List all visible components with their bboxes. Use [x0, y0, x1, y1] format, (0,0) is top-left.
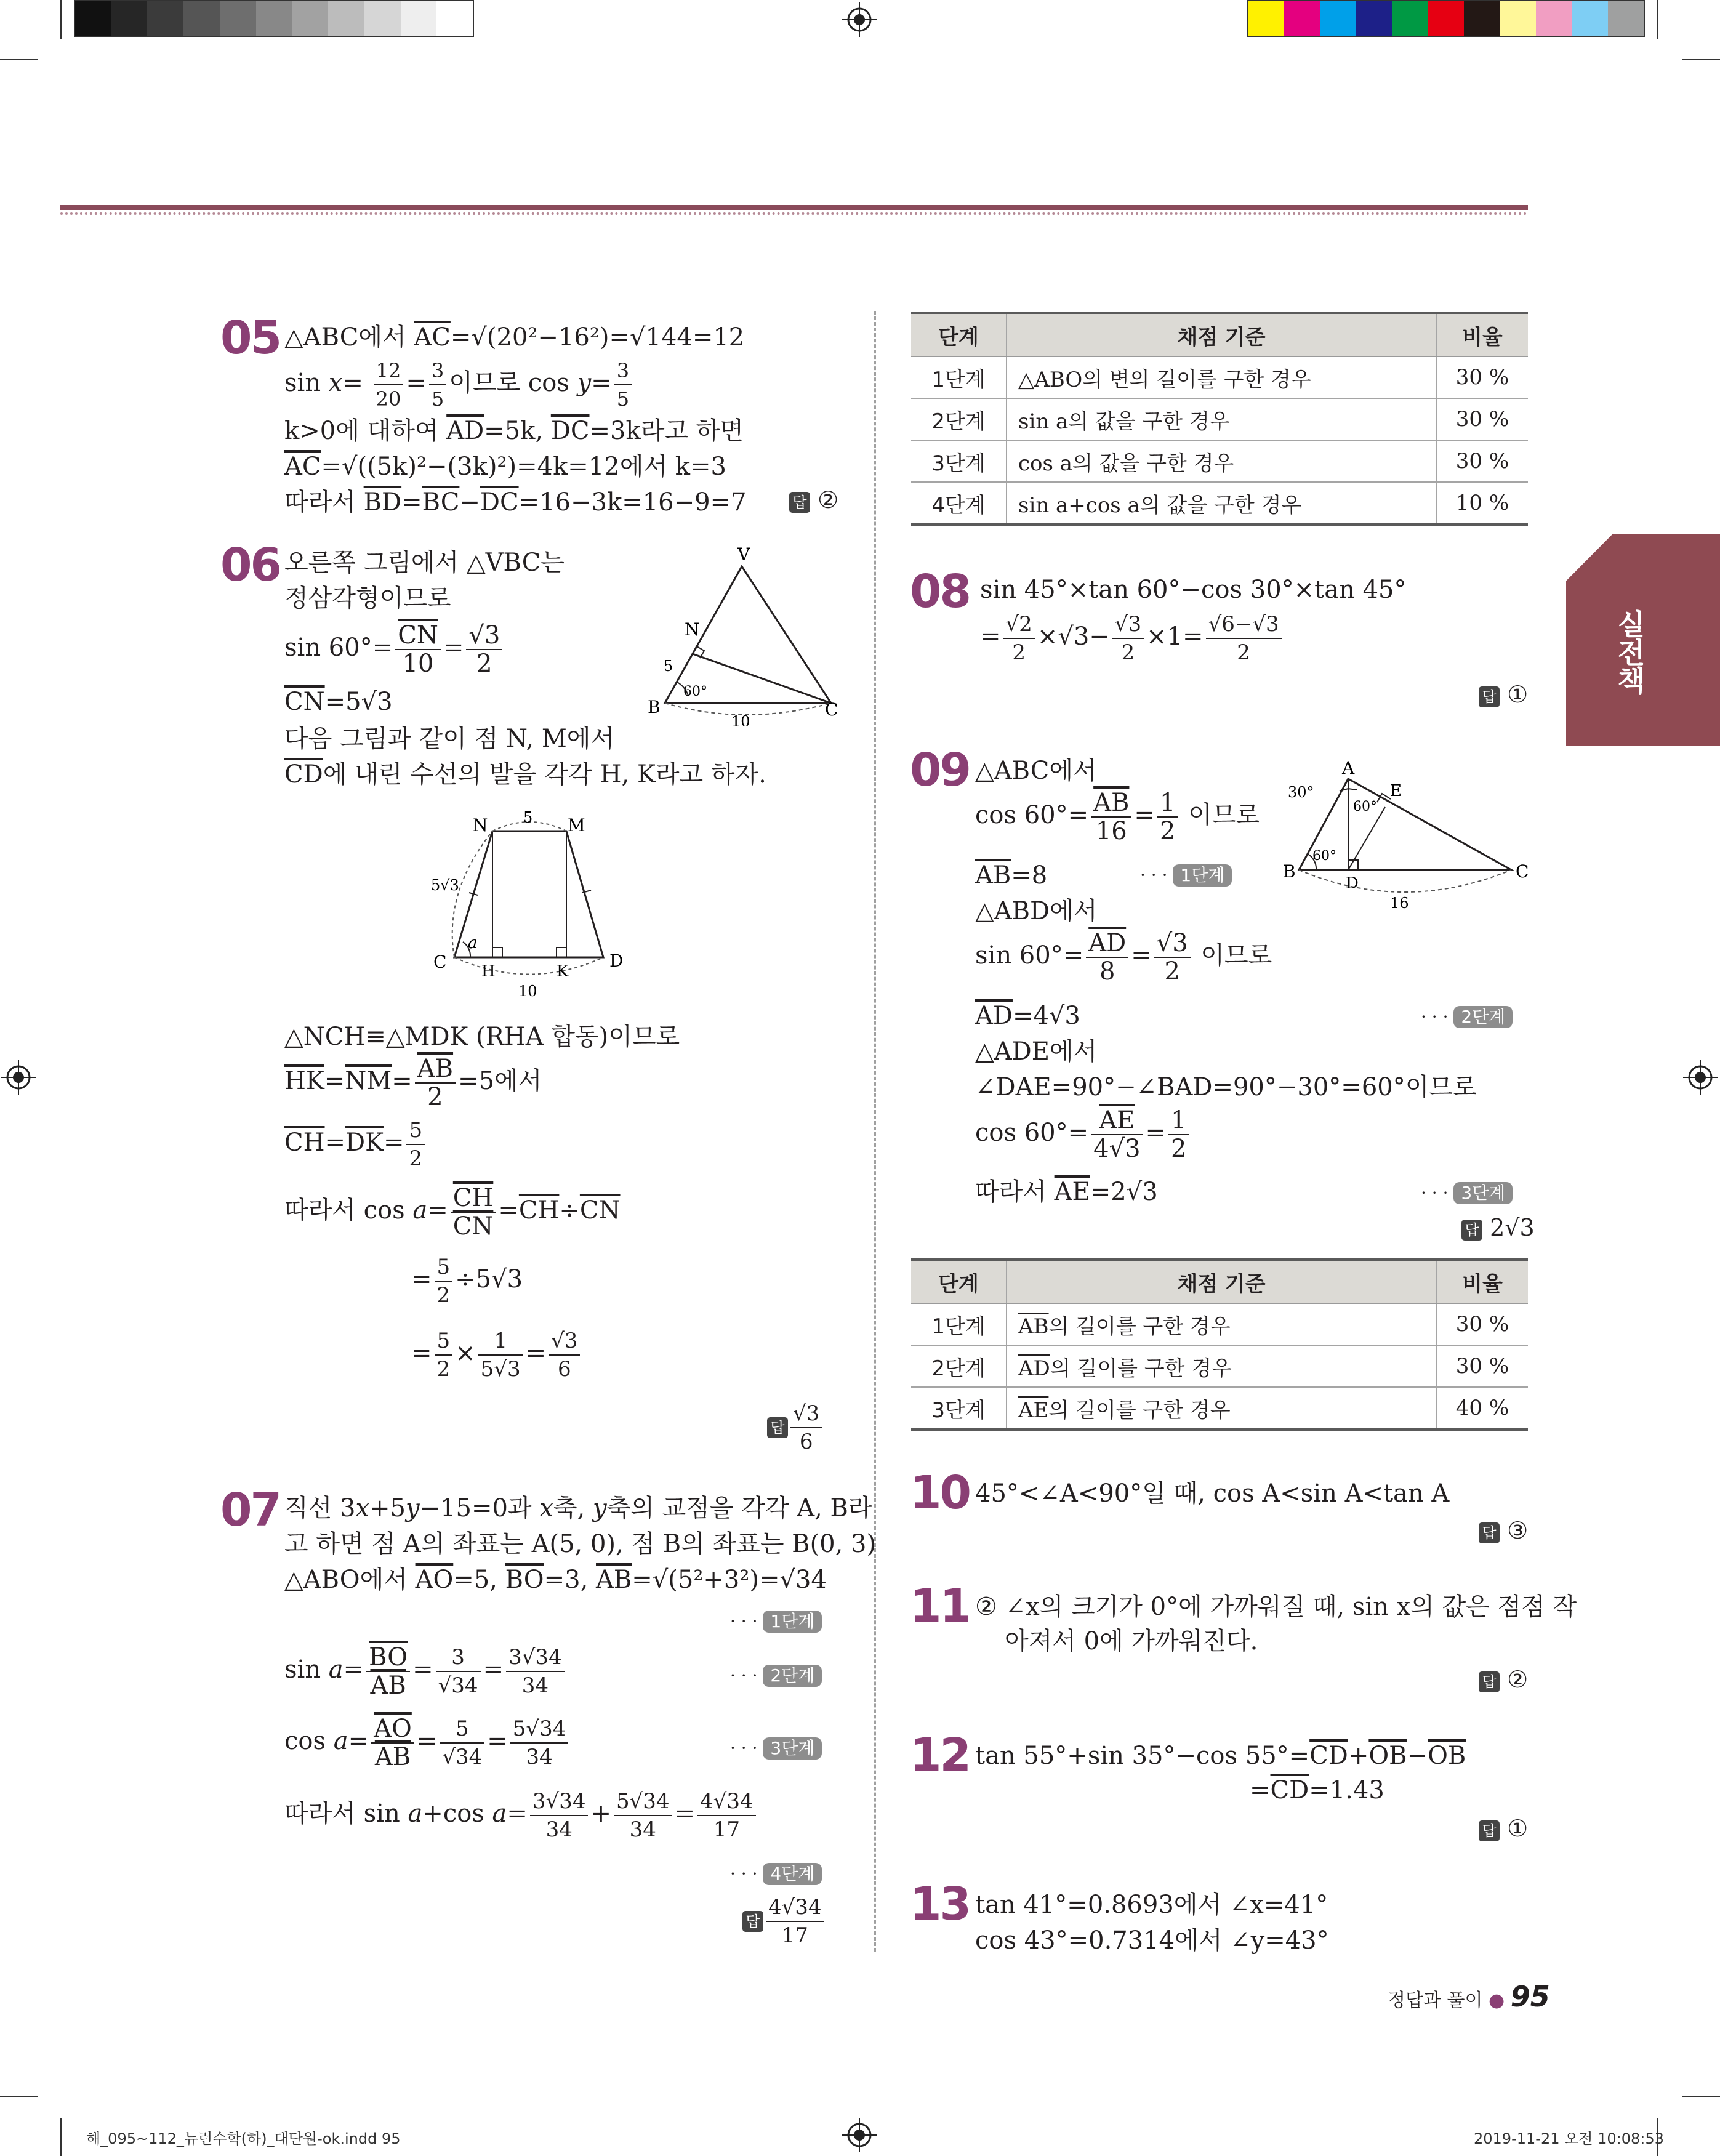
- problem-number-08: 08: [910, 565, 970, 618]
- answer-11: 답 ②: [1479, 1666, 1528, 1693]
- fig3-label-16: 16: [1390, 895, 1409, 912]
- fig2-label-side: 5√3: [431, 877, 459, 894]
- header-rule-dotted: [60, 212, 1528, 215]
- chapter-tab-label: 실전책: [1613, 609, 1646, 694]
- fig1-label-angle: 60°: [683, 684, 707, 699]
- fig1-label-five: 5: [664, 658, 673, 675]
- problem-07-solution: 직선 3x+5y−15=0과 x축, y축의 교점을 각각 A, B라 고 하면 점 A의 좌표는 A(5, 0), 점 B의 좌표는 B(0, 3) △ABO에서 $\overline{AO}=5$, $\overline{BO}=3$, $\overline{AB}=√(5^2+3^2)=√34$ sin a= $\frac{\overline{BO}}{AB}$ = $\frac{3}{√34}$ = $\frac{3√34}{34}$ cos a= $\frac{\overline{AO}}{AB}$ = $\frac{5}{√34}$ = $\frac{5√34}{34}$ 따라서 sin a+cos a= $\frac{3√34}{34}$ + $\frac{5√34}{34}$ = $\frac{4√34}{17}$: [284, 1494, 877, 1842]
- answer-06: 답 $\frac{√3}{6}$: [767, 1400, 824, 1455]
- fig1-label-N: N: [685, 619, 700, 640]
- table-row: 2단계 $\overline{AD}$의 길이를 구한 경우 30 %: [911, 1345, 1528, 1387]
- answer-12: 답 ①: [1479, 1815, 1528, 1842]
- registration-mark-right: [1683, 1060, 1718, 1095]
- fig2-label-five: 5: [523, 809, 533, 826]
- fig1-label-C: C: [825, 699, 838, 720]
- header-rule: [60, 205, 1528, 210]
- fig3-label-60b: 60°: [1312, 848, 1336, 864]
- crop-mark: [1682, 59, 1720, 60]
- fig3-label-60a: 60°: [1353, 799, 1377, 815]
- fig2-label-K: K: [557, 962, 569, 981]
- table-row: 1단계 △ABO의 변의 길이를 구한 경우 30 %: [911, 356, 1528, 398]
- answer-08: 답 ①: [1479, 681, 1528, 708]
- problem-number-06: 06: [220, 539, 280, 592]
- crop-mark: [60, 2118, 62, 2156]
- figure-triangle-abc: [1280, 754, 1533, 920]
- stage-07-2: · · · 2단계: [730, 1665, 822, 1687]
- answer-09: 답 2√3: [1461, 1214, 1535, 1241]
- fig3-label-C: C: [1516, 861, 1529, 882]
- fig2-label-C: C: [433, 952, 447, 972]
- problem-number-05: 05: [220, 312, 280, 364]
- answer-05: 답 ②: [789, 486, 838, 513]
- table-row: 1단계 $\overline{AB}$의 길이를 구한 경우 30 %: [911, 1303, 1528, 1345]
- problem-number-13: 13: [910, 1878, 970, 1931]
- column-divider: [874, 311, 876, 1952]
- problem-10-solution: 45°<∠A<90°일 때, cos A<sin A<tan A: [975, 1479, 1450, 1508]
- fig2-label-a: a: [468, 934, 478, 952]
- table-row: 4단계 sin a+cos a의 값을 구한 경우 10 %: [911, 482, 1528, 525]
- stage-07-3: · · · 3단계: [730, 1737, 822, 1760]
- stage-07-1: · · · 1단계: [730, 1611, 822, 1633]
- crop-mark: [60, 0, 62, 39]
- registration-mark-left: [1, 1060, 36, 1095]
- fig3-label-D: D: [1346, 874, 1359, 893]
- fig2-label-N: N: [473, 815, 488, 835]
- problem-05-solution: △ABC에서 $\overline{AC}=√(20^2-16^2)=√144=12$ sin x= $\frac{12}{20}$ = $\frac{3}{5}$ 이므로 cos y= $\frac{3}{5}$ k>0에 대하여 $\overline{AD}=5k$, $\overline{DC}=3k$라고 하면 $\overline{AC}=√((5k)^2-(3k)^2)=4k=12$에서 k=3 따라서 $\overline{BD}=\overline{BC}-\overline{DC}=16-3k=16-9=7$: [284, 323, 747, 517]
- gray-swatch-bar: [74, 0, 474, 37]
- problem-09-solution: △ABC에서 cos 60°= $\frac{\overline{AB}}{16}$ = $\frac{1}{2}$ 이므로 $\overline{AB}=8$ △ABD에서 sin 60°= $\frac{\overline{AD}}{8}$ = $\frac{√3}{2}$ 이므로 $\overline{AD}=4√3$ △ADE에서 ∠DAE=90°−∠BAD=90°−30°=60°이므로 cos 60°= $\frac{\overline{AE}}{4√3}$ = $\frac{1}{2}$ 따라서 $\overline{AE}=2√3$: [975, 757, 1477, 1206]
- grading-table-09: 단계 채점 기준 비율 1단계 $\overline{AB}$의 길이를 구한 경우 30 % 2단계 $\overline{AD}$의 길이를 구한 경우 30 % 3단계 $\overline{AE}$의 길이를 구한 경우 40 %: [911, 1258, 1528, 1431]
- stage-07-4: · · · 4단계: [730, 1863, 822, 1885]
- fig1-label-V: V: [737, 544, 750, 565]
- crop-mark: [1682, 2096, 1720, 2097]
- problem-number-12: 12: [910, 1729, 970, 1782]
- figure-trapezoid: [425, 800, 653, 1004]
- problem-13-solution: tan 41°=0.8693에서 ∠x=41° cos 43°=0.7314에서 ∠y=43°: [975, 1891, 1329, 1955]
- stage-09-3: · · · 3단계: [1421, 1182, 1513, 1204]
- stage-09-2: · · · 2단계: [1421, 1006, 1513, 1028]
- color-swatch-bar: [1247, 0, 1645, 37]
- stage-09-1: · · · 1단계: [1140, 864, 1232, 887]
- crop-mark: [1657, 0, 1658, 39]
- problem-number-11: 11: [910, 1580, 970, 1633]
- registration-mark-top: [842, 2, 877, 37]
- footer-file-info: 해_095~112_뉴런수학(하)_대단원-ok.indd 95: [86, 2130, 401, 2147]
- registration-mark-bottom: [842, 2118, 877, 2152]
- answer-07: 답 $\frac{4√34}{17}$: [742, 1894, 827, 1949]
- fig2-label-ten: 10: [518, 983, 537, 1000]
- fig3-label-30: 30°: [1288, 784, 1314, 801]
- problem-12-solution: tan 55°+sin 35°−cos $55^\circ=\overline{CD}+\overline{OB}-\overline{OB}$ $=\overline{CD}=1.43$: [975, 1742, 1466, 1804]
- footer-page-label: 정답과 풀이 ● 95: [1388, 1980, 1550, 2013]
- fig3-label-E: E: [1390, 782, 1402, 800]
- answer-10: 답 ③: [1479, 1517, 1528, 1544]
- page-number: 95: [1510, 1980, 1550, 2013]
- problem-06-solution: 오른쪽 그림에서 △VBC는 정삼각형이므로 sin 60°= $\frac{\overline{CN}}{10}$ = $\frac{√3}{2}$ $\overline{CN}=5√3$ 다음 그림과 같이 점 N, M에서 $\overline{CD}$에 내린 수선의 발을 각각 H, K라고 하자. △NCH≡△MDK (RHA 합동)이므로 $\overline{HK}=\overline{NM}=$ $\frac{\overline{AB}}{2}$ =5에서 $\overline{CH}=\overline{DK}=$ $\frac{5}{2}$ 따라서 cos a= $\frac{\overline{CH}}{CN}$ $=\overline{CH}\div\overline{CN}$ = $\frac{5}{2}$ ÷5√3 = $\frac{5}{2}$ × $\frac{1}{5√3}$ = $\frac{√3}{6}$: [284, 549, 766, 1382]
- problem-number-09: 09: [910, 744, 970, 797]
- fig3-label-A: A: [1342, 758, 1355, 778]
- fig3-label-B: B: [1283, 861, 1296, 882]
- table-row: 2단계 sin a의 값을 구한 경우 30 %: [911, 398, 1528, 440]
- fig2-label-H: H: [481, 962, 496, 981]
- fig1-label-ten: 10: [731, 713, 750, 726]
- crop-mark: [0, 2096, 38, 2097]
- crop-mark: [0, 59, 38, 60]
- problem-08-solution: sin 45°×tan 60°−cos 30°×tan 45° = $\frac{√2}{2}$ ×√3− $\frac{√3}{2}$ ×1= $\frac{√6-√3}{2}$: [980, 576, 1407, 665]
- fig2-label-D: D: [609, 951, 624, 971]
- fig2-label-M: M: [568, 815, 585, 835]
- table-row: 3단계 $\overline{AE}$의 길이를 구한 경우 40 %: [911, 1387, 1528, 1430]
- problem-number-07: 07: [220, 1484, 280, 1537]
- footer-date: 2019-11-21 오전 10:08:53: [1474, 2130, 1664, 2147]
- fig1-label-B: B: [648, 697, 661, 717]
- grading-table-07: 단계 채점 기준 비율 1단계 △ABO의 변의 길이를 구한 경우 30 % 2단계 sin a의 값을 구한 경우 30 % 3단계 cos a의 값을 구한 경우 30 % 4단계 sin a+cos a의 값을 구한 경우 10 %: [911, 312, 1528, 526]
- problem-number-10: 10: [910, 1466, 970, 1519]
- figure-triangle-vbc: [640, 542, 850, 726]
- table-row: 3단계 cos a의 값을 구한 경우 30 %: [911, 440, 1528, 482]
- problem-11-solution: ② ∠x의 크기가 0°에 가까워질 때, sin x의 값은 점점 작 아져서 0에 가까워진다.: [975, 1593, 1577, 1655]
